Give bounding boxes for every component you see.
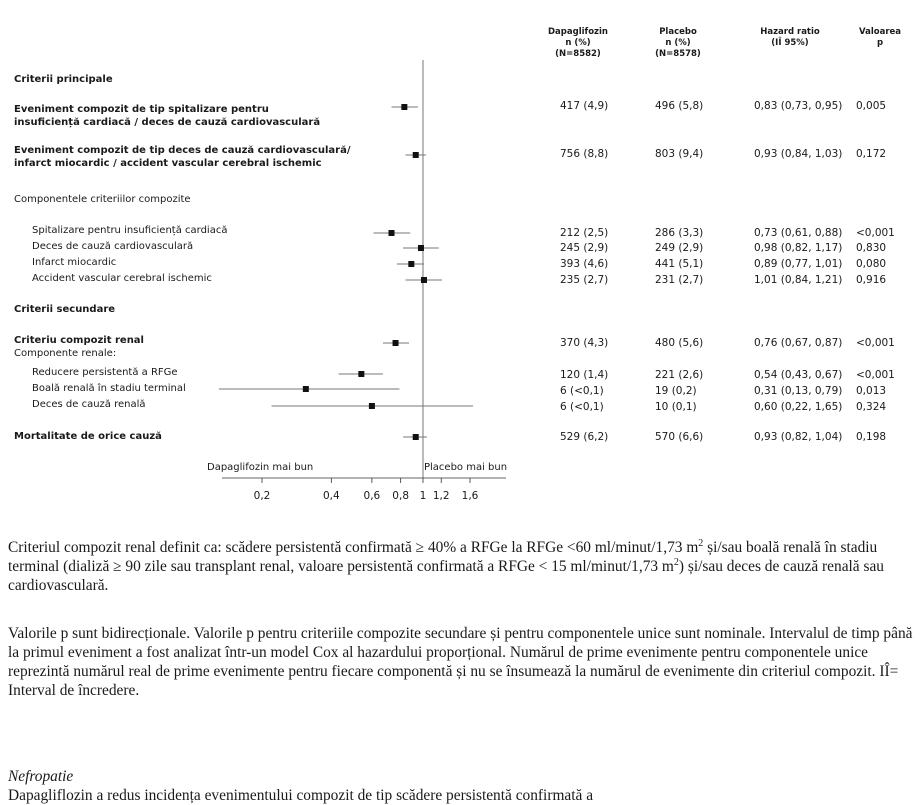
cell-dapaglifozin: 417 (4,9) [560, 100, 609, 112]
axis-left-label: Dapaglifozin mai bun [207, 462, 314, 473]
hr-point [369, 403, 375, 409]
row-label-deces-compozit: Eveniment compozit de tip deces de cauză cardiovasculară/ infarct miocardic / accident vascular cerebral ischemic [14, 145, 351, 169]
cell-p-value: 0,005 [856, 100, 887, 112]
header-dapaglifozin: Dapaglifozin n (%) (N=8582) [548, 27, 608, 59]
cell-hazard-ratio: 0,31 (0,13, 0,79) [754, 385, 843, 397]
hr-point [303, 386, 309, 392]
cell-p-value: 0,916 [856, 274, 887, 286]
row-label-rfge: Reducere persistentă a RFGe [32, 367, 178, 378]
cell-placebo: 10 (0,1) [655, 401, 697, 413]
header-hazard-ratio: Hazard ratio (IÎ 95%) [760, 27, 820, 48]
cell-hazard-ratio: 0,83 (0,73, 0,95) [754, 100, 843, 112]
row-label-spitalizare-ic: Spitalizare pentru insuficiență cardiacă [32, 225, 228, 236]
row-label-deces-cv: Deces de cauză cardiovasculară [32, 241, 194, 252]
cell-dapaglifozin: 212 (2,5) [560, 227, 609, 239]
cell-p-value: 0,198 [856, 431, 887, 443]
hr-point [393, 340, 399, 346]
hr-point [413, 434, 419, 440]
cell-hazard-ratio: 0,98 (0,82, 1,17) [754, 242, 843, 254]
cell-hazard-ratio: 0,60 (0,22, 1,65) [754, 401, 843, 413]
cell-p-value: 0,324 [856, 401, 887, 413]
footnote-p-values: Valorile p sunt bidirecționale. Valorile p pentru criteriile compozite secundare și pentru componentele unice sunt nominale. Intervalul de timp până la primul eveniment a fost analizat într-un model Cox al hazardului proporțional. Numărul de prime evenimente pentru componentele unice reprezintă numărul real de prime evenimente pentru fiecare componentă și nu se însumează la numărul de evenimente din criteriul compozit. IÎ= Interval de încredere. [8, 625, 913, 699]
cell-p-value: 0,013 [856, 385, 887, 397]
cell-hazard-ratio: 0,73 (0,61, 0,88) [754, 227, 843, 239]
cell-dapaglifozin: 393 (4,6) [560, 258, 609, 270]
cell-placebo: 570 (6,6) [655, 431, 704, 443]
hr-point [358, 371, 364, 377]
cell-dapaglifozin: 120 (1,4) [560, 369, 609, 381]
footnote-renal-definition: Criteriul compozit renal definit ca: scădere persistentă confirmată ≥ 40% a RFGe la RFGe <60 ml/minut/1,73 $m^2$ și/sau boală renală în stadiu terminal (dializă ≥ 90 zile sau transplant renal, valoare persistentă confirmată a RFGe < 15 ml/minut/1,73 $m^2$) și/sau deces de cauză renală sau cardiovasculară. [8, 537, 885, 594]
x-tick-label: 0,8 [392, 490, 410, 502]
hr-point [413, 152, 419, 158]
cell-hazard-ratio: 0,93 (0,84, 1,03) [754, 148, 843, 160]
cell-dapaglifozin: 756 (8,8) [560, 148, 609, 160]
x-tick-label: 1,2 [432, 490, 450, 502]
cell-placebo: 221 (2,6) [655, 369, 704, 381]
cell-p-value: <0,001 [856, 369, 895, 381]
cell-dapaglifozin: 370 (4,3) [560, 337, 609, 349]
cell-placebo: 496 (5,8) [655, 100, 704, 112]
cell-p-value: 0,080 [856, 258, 887, 270]
cell-hazard-ratio: 0,93 (0,82, 1,04) [754, 431, 843, 443]
row-label-spitalizare-compozit: Eveniment compozit de tip spitalizare pentru insuficiență cardiacă / deces de cauză cardiovasculară [14, 104, 321, 128]
cell-p-value: 0,172 [856, 148, 887, 160]
cell-placebo: 286 (3,3) [655, 227, 704, 239]
row-label-componentele: Componentele criteriilor compozite [14, 194, 191, 205]
cell-placebo: 480 (5,6) [655, 337, 704, 349]
row-label-deces-renal: Deces de cauză renală [32, 399, 146, 410]
cell-dapaglifozin: 6 (<0,1) [560, 401, 604, 413]
hr-point [389, 230, 395, 236]
header-placebo: Placebo n (%) (N=8578) [655, 27, 701, 59]
cell-hazard-ratio: 0,76 (0,67, 0,87) [754, 337, 843, 349]
row-label-criterii-principale: Criterii principale [14, 74, 113, 85]
hr-point [408, 261, 414, 267]
cell-dapaglifozin: 235 (2,7) [560, 274, 609, 286]
cell-p-value: <0,001 [856, 227, 895, 239]
cell-hazard-ratio: 0,89 (0,77, 1,01) [754, 258, 843, 270]
row-label-compozit-renal: Criteriu compozit renal Componente renale: [14, 335, 144, 359]
cell-placebo: 249 (2,9) [655, 242, 704, 254]
x-tick-label: 1 [419, 490, 427, 502]
x-tick-label: 0,2 [253, 490, 271, 502]
row-label-avc: Accident vascular cerebral ischemic [32, 273, 212, 284]
row-label-boala-renala: Boală renală în stadiu terminal [32, 383, 186, 394]
cell-hazard-ratio: 0,54 (0,43, 0,67) [754, 369, 843, 381]
axis-right-label: Placebo mai bun [424, 462, 508, 473]
hr-point [401, 104, 407, 110]
cell-dapaglifozin: 529 (6,2) [560, 431, 609, 443]
x-tick-label: 0,6 [363, 490, 381, 502]
header-p-value: Valoarea p [858, 27, 902, 48]
cell-p-value: <0,001 [856, 337, 895, 349]
cell-dapaglifozin: 6 (<0,1) [560, 385, 604, 397]
row-label-infarct: Infarct miocardic [32, 257, 117, 268]
cell-p-value: 0,830 [856, 242, 887, 254]
section-heading-nefropatie: Nefropatie [8, 768, 74, 785]
hr-point [421, 277, 427, 283]
paragraph-nefropatie-start: Dapagliflozin a redus incidența evenimentului compozit de tip scădere persistentă confirmată a [8, 787, 594, 804]
cell-placebo: 19 (0,2) [655, 385, 697, 397]
x-tick-label: 0,4 [322, 490, 340, 502]
row-label-mortalitate: Mortalitate de orice cauză [14, 431, 162, 442]
cell-placebo: 231 (2,7) [655, 274, 704, 286]
cell-placebo: 441 (5,1) [655, 258, 704, 270]
cell-hazard-ratio: 1,01 (0,84, 1,21) [754, 274, 843, 286]
x-tick-label: 1,6 [461, 490, 479, 502]
cell-dapaglifozin: 245 (2,9) [560, 242, 609, 254]
hr-point [418, 245, 424, 251]
cell-placebo: 803 (9,4) [655, 148, 704, 160]
row-label-criterii-secundare: Criterii secundare [14, 304, 116, 315]
